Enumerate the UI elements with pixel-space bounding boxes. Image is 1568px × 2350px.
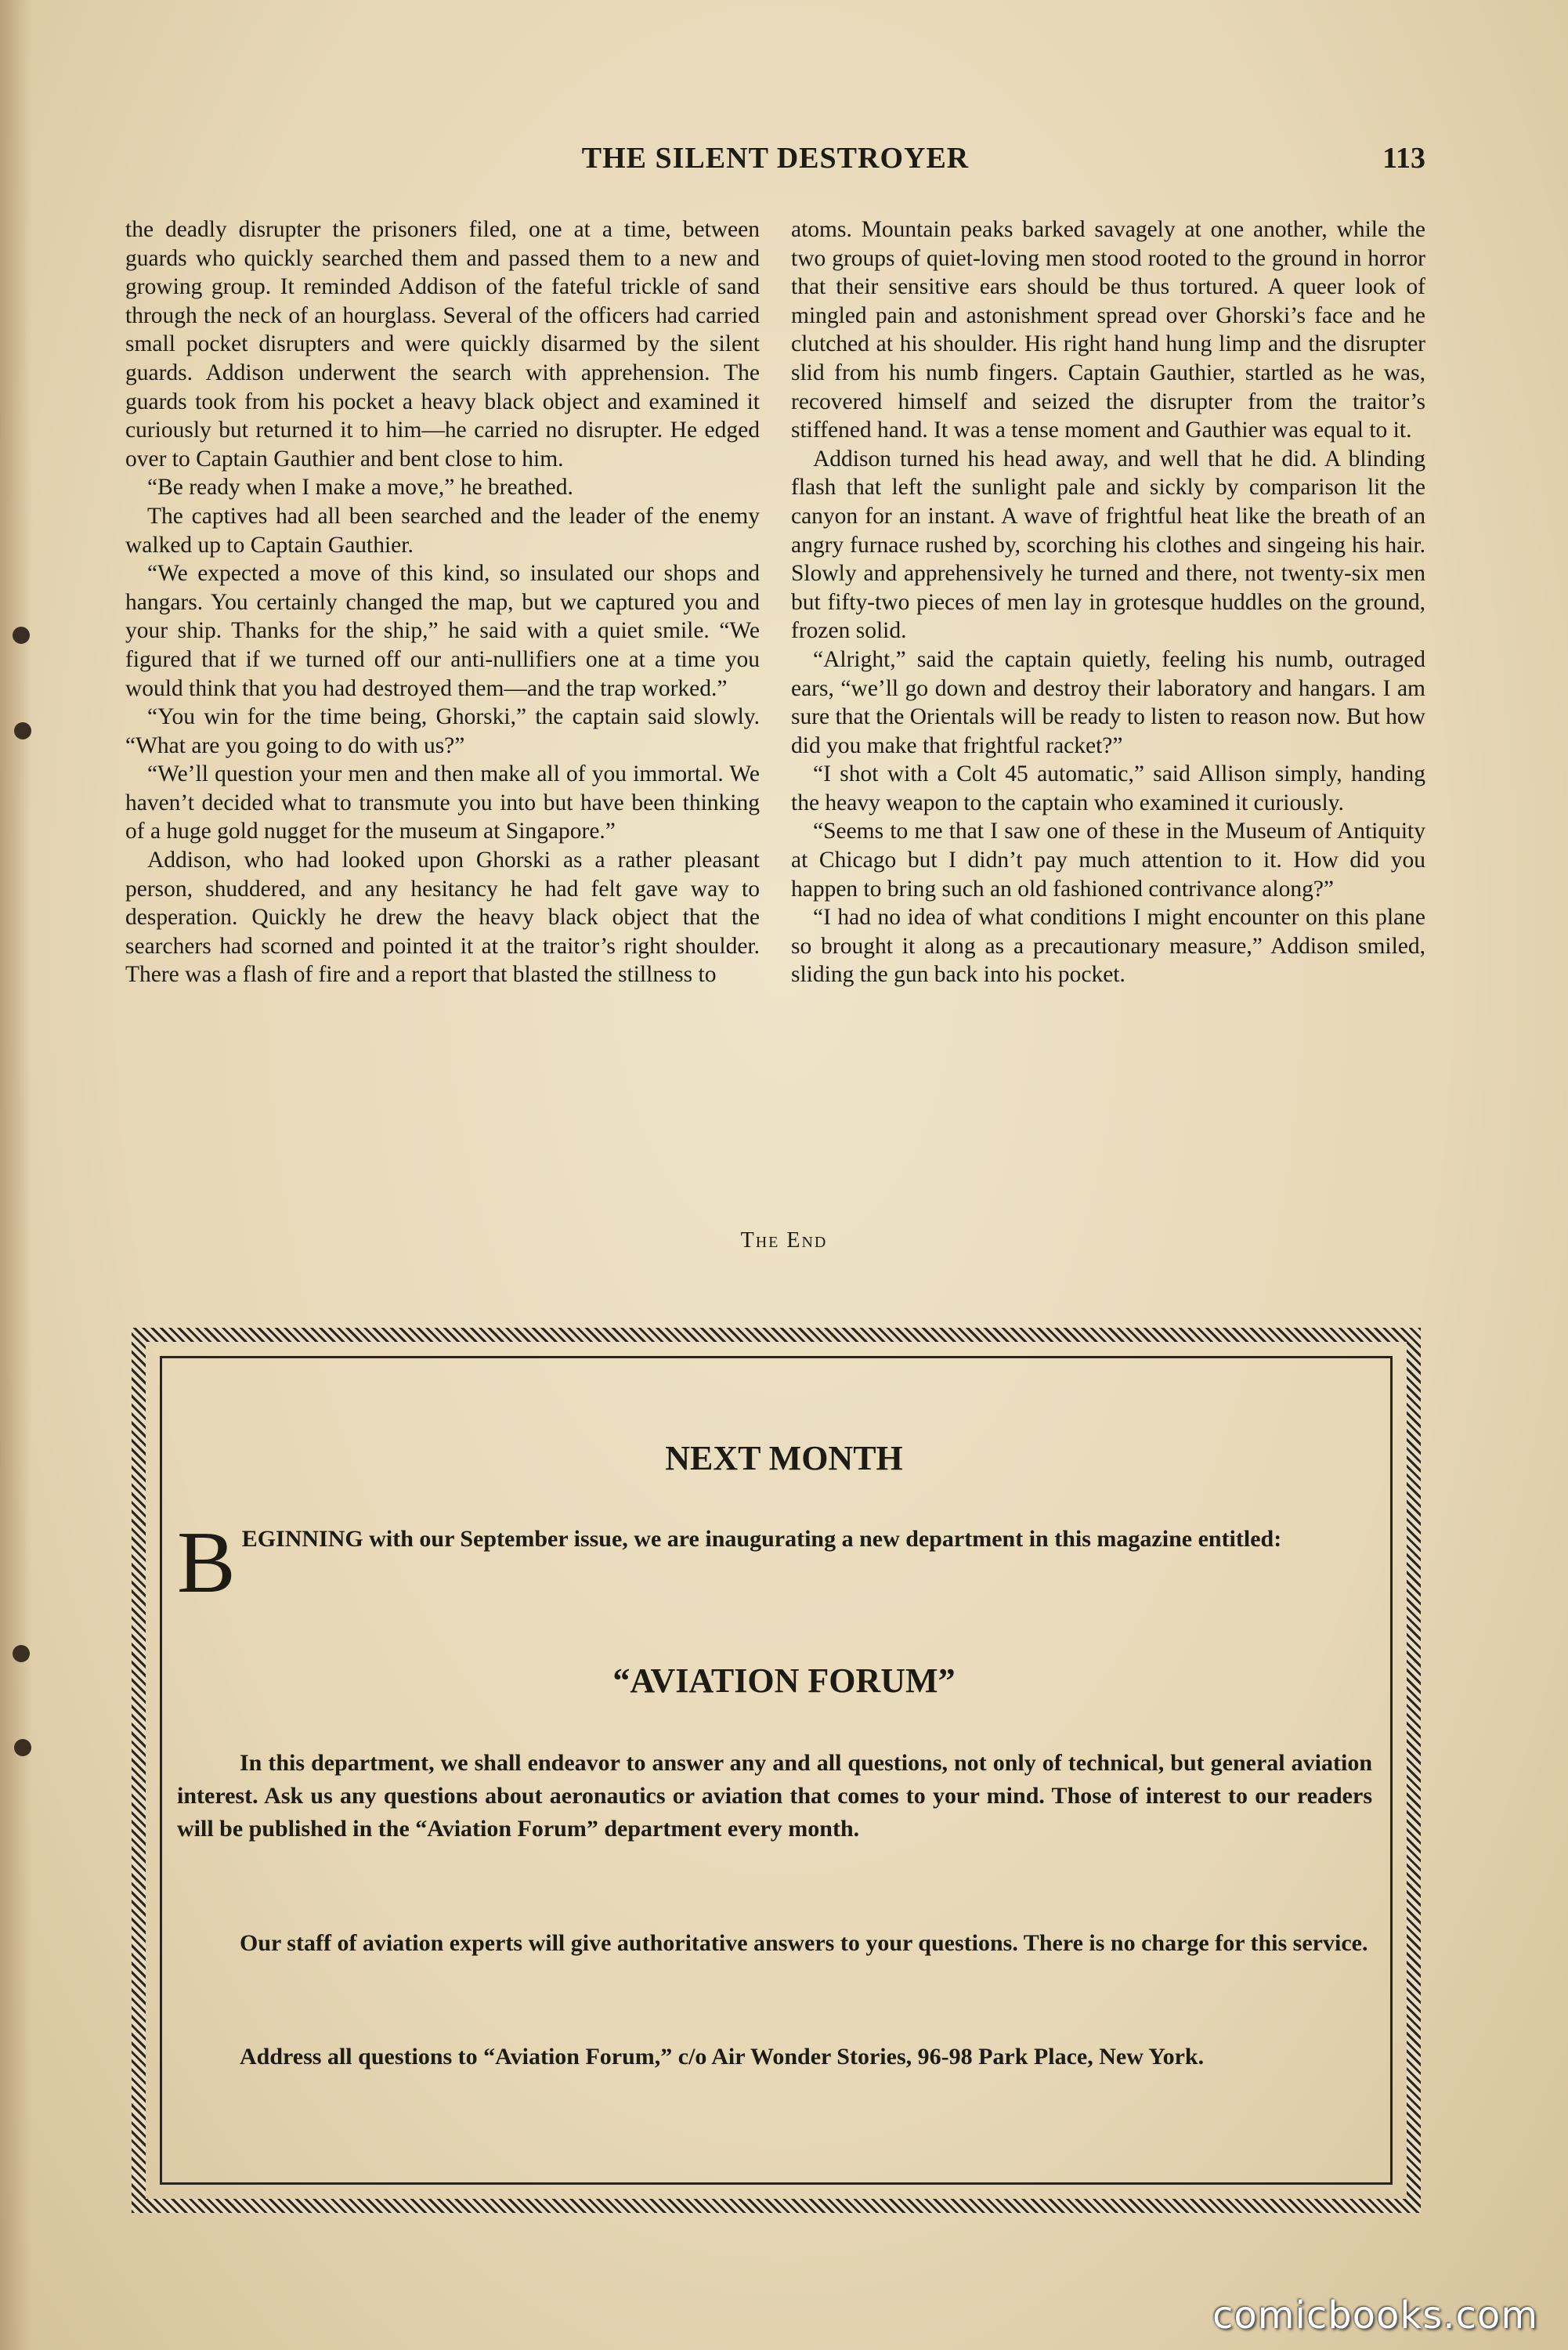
paragraph: the deadly disrupter the prisoners filed, one at a time, between guards who quickly searched them and passed them to a new and growing group. It reminded Addison of the fateful trickle of sand through the neck of an hourglass. Several of the officers had carried small pocket disrupters and were quickly disarmed by the silent guards. Addison underwent the search with apprehension. The guards took from his pocket a heavy black object and examined it curiously but returned it to him—he carried no disrupter. He edged over to Captain Gauthier and bent close to him. <box>125 217 760 472</box>
paragraph: Addison, who had looked upon Ghorski as a rather pleasant person, shuddered, and any hesitancy he had felt gave way to desperation. Quickly he drew the heavy black object that the searchers had scorned and pointed it at the traitor’s right shoulder. There was a flash of fire and a report that blasted the stillness to <box>125 848 760 988</box>
announcement-paragraph <box>177 2041 1372 2073</box>
paragraph: “You win for the time being, Ghorski,” the captain said slowly. “What are you going to do with us?” <box>125 704 760 758</box>
announcement-text: Our staff of aviation experts will give authoritative answers to your questions. There is no charge for this service. <box>240 1930 1368 1956</box>
paragraph: “Alright,” said the captain quietly, feeling his numb, outraged ears, “we’ll go down and destroy their laboratory and hangars. I am sure that the Orientals will be ready to listen to reason now. But how did you make that frightful racket?” <box>791 646 1425 758</box>
watermark: comicbooks.com <box>1212 2294 1538 2337</box>
paragraph: “Seems to me that I saw one of these in the Museum of Antiquity at Chicago but I didn’t pay much attention to it. How did you happen to bring such an old fashioned contrivance along?” <box>791 819 1425 902</box>
paragraph: “I shot with a Colt 45 automatic,” said Allison simply, handing the heavy weapon to the captain who examined it curiously. <box>791 761 1425 815</box>
paragraph: The captives had all been searched and the leader of the enemy walked up to Captain Gauthier. <box>125 503 760 558</box>
announcement-text: In this department, we shall endeavor to answer any and all questions, not only of technical, but general aviation interest. Ask us any questions about aeronautics or aviation that comes to your mind. Those of interest to our readers will be published in the “Aviation Forum” department every month. <box>177 1750 1372 1842</box>
running-title: THE SILENT DESTROYER <box>581 142 970 175</box>
paragraph: “We’ll question your men and then make all of you immortal. We haven’t decided what to transmute you into but have been thinking of a huge gold nugget for the museum at Singapore.” <box>125 761 760 844</box>
paragraph: “We expected a move of this kind, so insulated our shops and hangars. You certainly changed the map, but we captured you and your ship. Thanks for the ship,” he said with a quiet smile. “We figured that if we turned off our anti-nullifiers one at a time you would think that you had destroyed them—and the trap worked.” <box>125 561 760 701</box>
intro-text: EGINNING with our September issue, we are inaugurating a new department in this magazine entitled: <box>241 1526 1282 1552</box>
binding-hole <box>14 722 31 739</box>
binding-hole <box>13 1645 30 1662</box>
paragraph: atoms. Mountain peaks barked savagely at one another, while the two groups of quiet-loving men stood rooted to the ground in horror that their sensitive ears should be thus tortured. A queer look of mingled pain and astonishment spread over Ghorski’s face and he clutched at his shoulder. His right hand hung limp and the disrupter slid from his numb fingers. Captain Gauthier, startled as he was, recovered himself and seized the disrupter from the traitor’s stiffened hand. It was a tense moment and Gauthier was equal to it. <box>791 217 1425 443</box>
announcement-paragraph <box>177 1927 1372 1960</box>
story-column-right <box>791 215 1425 989</box>
department-title: “AVIATION FORUM” <box>612 1661 956 1700</box>
paragraph: “Be ready when I make a move,” he breathed. <box>147 475 573 501</box>
page-edge-shadow <box>0 0 31 2350</box>
paragraph: “I had no idea of what conditions I might encounter on this plane so brought it along as a precautionary measure,” Addison smiled, sliding the gun back into his pocket. <box>791 905 1425 988</box>
paragraph: Addison turned his head away, and well that he did. A blinding flash that left the sunlight pale and sickly by comparison lit the canyon for an instant. A wave of frightful heat like the breath of an angry furnace rushed by, scorching his clothes and singeing his hair. Slowly and apprehensively he turned and there, not twenty-six men but fifty-two pieces of men lay in grotesque huddles on the ground, frozen solid. <box>791 446 1425 644</box>
page-header <box>125 141 1425 180</box>
announcement-text: Address all questions to “Aviation Forum,” c/o Air Wonder Stories, 96-98 Park Place, New York. <box>240 2044 1205 2070</box>
next-month-heading: NEXT MONTH <box>665 1439 903 1477</box>
drop-cap: B <box>177 1514 236 1611</box>
binding-hole <box>13 627 30 644</box>
the-end-marker: The End <box>740 1228 828 1253</box>
binding-hole <box>14 1739 31 1756</box>
story-column-left <box>125 215 760 989</box>
announcement-paragraph <box>177 1747 1372 1846</box>
page-number: 113 <box>1382 142 1425 175</box>
announcement-intro <box>177 1514 1399 1611</box>
